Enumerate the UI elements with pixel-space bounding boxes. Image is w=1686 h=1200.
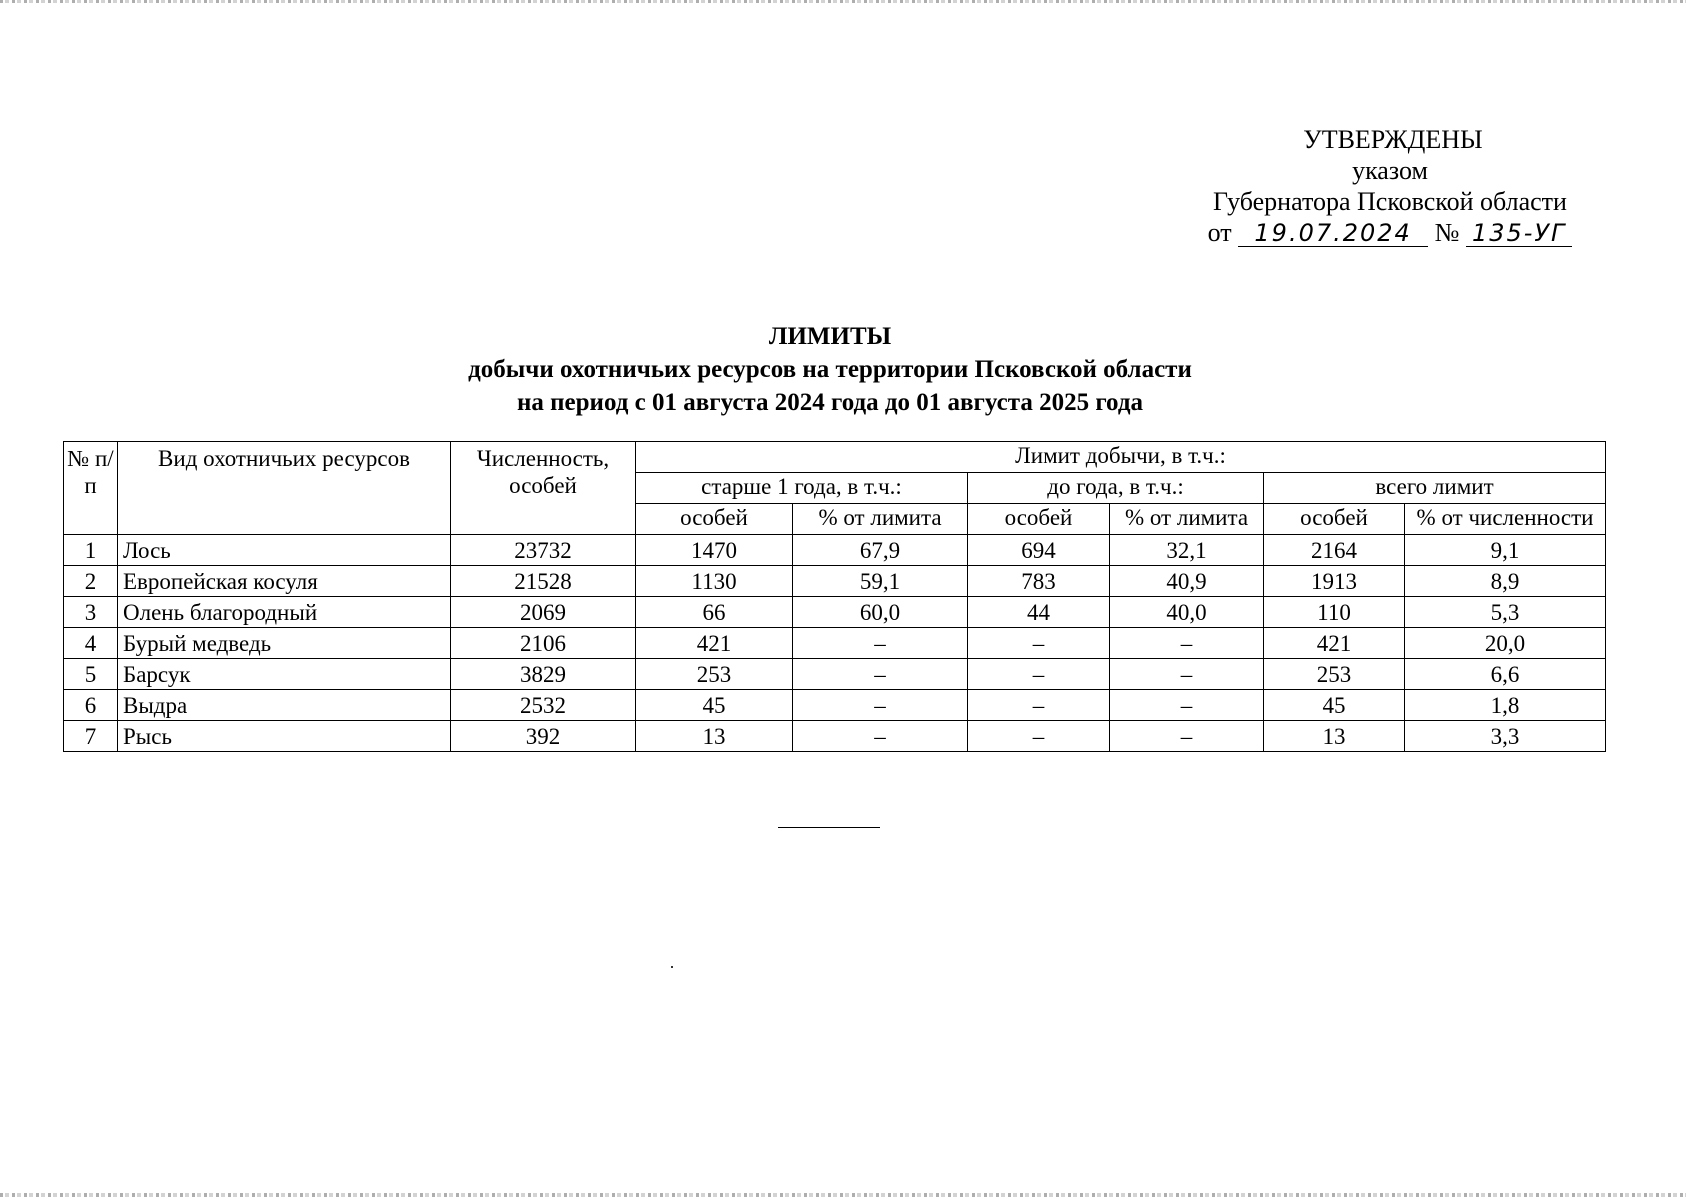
cell-younger-count: –: [968, 628, 1110, 659]
cell-num: 2: [64, 566, 118, 597]
cell-younger-pct: 32,1: [1110, 535, 1264, 566]
cell-total-count: 45: [1264, 690, 1405, 721]
cell-younger-pct: 40,9: [1110, 566, 1264, 597]
cell-population: 2069: [451, 597, 636, 628]
cell-species: Лось: [118, 535, 451, 566]
cell-total-pct: 1,8: [1405, 690, 1606, 721]
header-younger-group: до года, в т.ч.:: [968, 473, 1264, 504]
title-subject: добычи охотничьих ресурсов на территории Псковской области: [468, 356, 1192, 383]
handwritten-date: 19.07.2024: [1238, 220, 1428, 247]
header-younger-count: особей: [968, 504, 1110, 535]
cell-younger-count: 694: [968, 535, 1110, 566]
cell-species: Бурый медведь: [118, 628, 451, 659]
title-heading: ЛИМИТЫ: [768, 323, 892, 350]
cell-younger-pct: –: [1110, 721, 1264, 752]
cell-younger-pct: –: [1110, 628, 1264, 659]
cell-younger-pct: 40,0: [1110, 597, 1264, 628]
cell-older-pct: –: [793, 659, 968, 690]
cell-older-count: 45: [636, 690, 793, 721]
table-row: [64, 566, 1606, 597]
header-species: Вид охотничьих ресурсов: [118, 442, 451, 535]
cell-younger-pct: –: [1110, 690, 1264, 721]
cell-population: 3829: [451, 659, 636, 690]
cell-total-pct: 9,1: [1405, 535, 1606, 566]
header-total-group: всего лимит: [1264, 473, 1606, 504]
cell-total-count: 110: [1264, 597, 1405, 628]
cell-total-count: 253: [1264, 659, 1405, 690]
header-older-pct: % от лимита: [793, 504, 968, 535]
scan-dot: [671, 966, 673, 968]
scan-edge-bottom: [0, 1193, 1686, 1197]
cell-older-count: 253: [636, 659, 793, 690]
cell-species: Барсук: [118, 659, 451, 690]
cell-total-pct: 20,0: [1405, 628, 1606, 659]
cell-total-pct: 5,3: [1405, 597, 1606, 628]
header-younger-pct: % от лимита: [1110, 504, 1264, 535]
header-total-count: особей: [1264, 504, 1405, 535]
cell-younger-count: –: [968, 690, 1110, 721]
table-row: [64, 535, 1606, 566]
header-total-pct: % от численности: [1405, 504, 1606, 535]
title-period: на период с 01 августа 2024 года до 01 августа 2025 года: [517, 389, 1143, 416]
number-sign: №: [1434, 218, 1460, 247]
cell-total-count: 13: [1264, 721, 1405, 752]
approval-date-line: [1180, 217, 1600, 248]
cell-total-pct: 8,9: [1405, 566, 1606, 597]
cell-species: Рысь: [118, 721, 451, 752]
document-title: [380, 320, 1280, 419]
approval-decree: указом: [1352, 156, 1428, 185]
cell-num: 7: [64, 721, 118, 752]
cell-younger-count: 783: [968, 566, 1110, 597]
cell-population: 23732: [451, 535, 636, 566]
cell-num: 1: [64, 535, 118, 566]
table-row: [64, 628, 1606, 659]
cell-total-pct: 6,6: [1405, 659, 1606, 690]
cell-num: 4: [64, 628, 118, 659]
cell-species: Выдра: [118, 690, 451, 721]
cell-older-count: 1470: [636, 535, 793, 566]
cell-older-pct: 60,0: [793, 597, 968, 628]
header-older-count: особей: [636, 504, 793, 535]
table-row: [64, 659, 1606, 690]
cell-older-pct: –: [793, 628, 968, 659]
cell-num: 3: [64, 597, 118, 628]
cell-population: 2106: [451, 628, 636, 659]
handwritten-number: 135-УГ: [1466, 220, 1572, 247]
header-limit-group: Лимит добычи, в т.ч.:: [636, 442, 1606, 473]
cell-younger-count: –: [968, 721, 1110, 752]
header-population: Численность, особей: [451, 442, 636, 535]
cell-older-pct: 67,9: [793, 535, 968, 566]
end-separator-line: [778, 827, 880, 828]
cell-species: Европейская косуля: [118, 566, 451, 597]
cell-older-count: 13: [636, 721, 793, 752]
cell-older-pct: 59,1: [793, 566, 968, 597]
cell-older-count: 421: [636, 628, 793, 659]
cell-younger-pct: –: [1110, 659, 1264, 690]
cell-population: 21528: [451, 566, 636, 597]
table-row: [64, 690, 1606, 721]
scan-edge-top: [0, 0, 1686, 3]
table-row: [64, 597, 1606, 628]
cell-older-pct: –: [793, 721, 968, 752]
cell-population: 2532: [451, 690, 636, 721]
cell-younger-count: 44: [968, 597, 1110, 628]
table-row: [64, 721, 1606, 752]
cell-older-count: 66: [636, 597, 793, 628]
cell-population: 392: [451, 721, 636, 752]
cell-younger-count: –: [968, 659, 1110, 690]
cell-total-count: 2164: [1264, 535, 1405, 566]
cell-species: Олень благородный: [118, 597, 451, 628]
cell-num: 5: [64, 659, 118, 690]
limits-table: [63, 441, 1606, 752]
cell-older-pct: –: [793, 690, 968, 721]
approval-issuer: Губернатора Псковской области: [1213, 187, 1567, 216]
cell-total-count: 421: [1264, 628, 1405, 659]
from-label: от: [1207, 218, 1232, 247]
header-older-group: старше 1 года, в т.ч.:: [636, 473, 968, 504]
header-num: № п/п: [64, 442, 118, 535]
approval-title: УТВЕРЖДЕНЫ: [1303, 125, 1483, 154]
cell-num: 6: [64, 690, 118, 721]
cell-total-pct: 3,3: [1405, 721, 1606, 752]
cell-older-count: 1130: [636, 566, 793, 597]
approval-block: [1180, 124, 1600, 248]
cell-total-count: 1913: [1264, 566, 1405, 597]
